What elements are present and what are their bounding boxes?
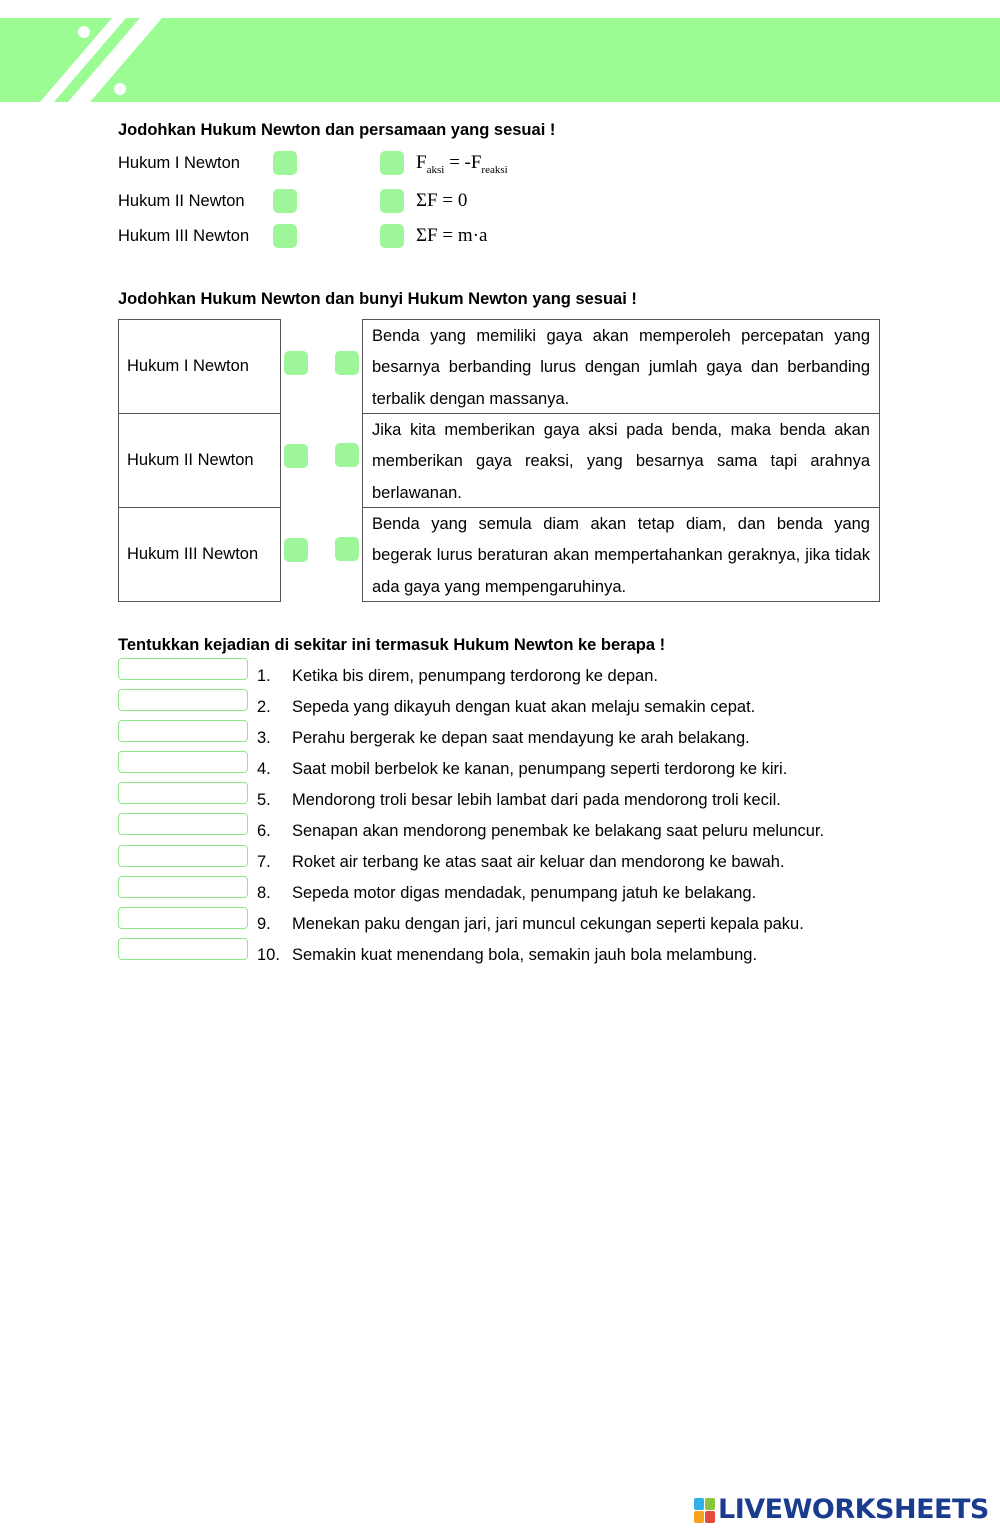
answer-input-2[interactable] [118,689,248,711]
match-dot-law-1[interactable] [273,151,297,175]
answer-input-1[interactable] [118,658,248,680]
formula-lhs-sub: aksi [426,163,445,176]
logo-tile-i [705,1498,715,1510]
item-text-3: Perahu bergerak ke depan saat mendayung ke arah belakang. [292,729,750,747]
section2-law-cell-1 [118,319,281,414]
item-text-8: Sepeda motor digas mendadak, penumpang jatuh ke belakang. [292,884,757,902]
formula-sum-ma: ΣF = m·a [416,225,488,246]
item-text-6: Senapan akan mendorong penembak ke belakang saat peluru meluncur. [292,822,825,840]
formula-lhs: F [416,152,427,173]
match-dot-law-3[interactable] [273,224,297,248]
logo-mark-icon [694,1498,715,1523]
item-text-9: Menekan paku dengan jari, jari muncul cekungan seperti kepala paku. [292,915,804,933]
answer-input-5[interactable] [118,782,248,804]
answer-input-3[interactable] [118,720,248,742]
logo-tile-e [705,1511,715,1523]
item-number-7: 7. [257,853,271,871]
match-dot-statement-1[interactable] [335,351,359,375]
section2-heading: Jodohkan Hukum Newton dan bunyi Hukum Newton yang sesuai ! [118,290,637,308]
section2-law-cell-2 [118,413,281,508]
item-text-1: Ketika bis direm, penumpang terdorong ke depan. [292,667,658,685]
answer-input-10[interactable] [118,938,248,960]
answer-input-4[interactable] [118,751,248,773]
header-banner [0,18,1000,102]
section2-law-2: Hukum II Newton [127,451,254,469]
match-dot-law-cell-2[interactable] [284,444,308,468]
formula-sum-zero: ΣF = 0 [416,190,468,211]
banner-decoration [0,18,1000,102]
section1-heading: Jodohkan Hukum Newton dan persamaan yang sesuai ! [118,121,556,139]
section1-law-2: Hukum II Newton [118,192,245,210]
answer-input-7[interactable] [118,845,248,867]
match-dot-formula-1[interactable] [380,151,404,175]
item-number-5: 5. [257,791,271,809]
formula-op: = -F [444,152,482,173]
item-number-6: 6. [257,822,271,840]
section2-law-3: Hukum III Newton [127,545,259,563]
item-number-8: 8. [257,884,271,902]
match-dot-statement-3[interactable] [335,537,359,561]
formula-action-reaction [416,152,508,181]
item-number-1: 1. [257,667,271,685]
item-number-9: 9. [257,915,271,933]
item-text-10: Semakin kuat menendang bola, semakin jauh bola melambung. [292,946,758,964]
logo-text: LIVEWORKSHEETS [718,1494,989,1525]
match-dot-statement-2[interactable] [335,443,359,467]
item-number-2: 2. [257,698,271,716]
match-dot-law-cell-1[interactable] [284,351,308,375]
logo-tile-v [694,1511,704,1523]
logo-tile-l [694,1498,704,1510]
match-dot-formula-3[interactable] [380,224,404,248]
section1-law-1: Hukum I Newton [118,154,240,172]
section1-law-3: Hukum III Newton [118,227,250,245]
banner-dot-1 [78,26,90,38]
liveworksheets-logo [694,1495,989,1525]
statement-cell-2: Jika kita memberikan gaya aksi pada benda, maka benda akan memberikan gaya reaksi, yang besarnya sama tapi arahnya berlawanan. [362,413,880,508]
item-text-4: Saat mobil berbelok ke kanan, penumpang seperti terdorong ke kiri. [292,760,788,778]
statement-cell-3: Benda yang semula diam akan tetap diam, dan benda yang begerak lurus beraturan akan mempertahankan geraknya, jika tidak ada gaya yang mempengaruhinya. [362,507,880,602]
item-number-10: 10. [257,946,280,964]
statement-cell-1: Benda yang memiliki gaya akan memperoleh percepatan yang besarnya berbanding lurus dengan jumlah gaya dan berbanding terbalik dengan massanya. [362,319,880,414]
match-dot-law-2[interactable] [273,189,297,213]
section2-law-1: Hukum I Newton [127,357,249,375]
item-number-3: 3. [257,729,271,747]
formula-rhs-sub: reaksi [481,163,508,176]
match-dot-formula-2[interactable] [380,189,404,213]
match-dot-law-cell-3[interactable] [284,538,308,562]
item-text-5: Mendorong troli besar lebih lambat dari pada mendorong troli kecil. [292,791,781,809]
item-text-7: Roket air terbang ke atas saat air keluar dan mendorong ke bawah. [292,853,785,871]
banner-dot-2 [114,83,126,95]
section3-heading: Tentukkan kejadian di sekitar ini termasuk Hukum Newton ke berapa ! [118,636,666,654]
item-text-2: Sepeda yang dikayuh dengan kuat akan melaju semakin cepat. [292,698,756,716]
section2-law-cell-3 [118,507,281,602]
answer-input-6[interactable] [118,813,248,835]
answer-input-9[interactable] [118,907,248,929]
item-number-4: 4. [257,760,271,778]
answer-input-8[interactable] [118,876,248,898]
